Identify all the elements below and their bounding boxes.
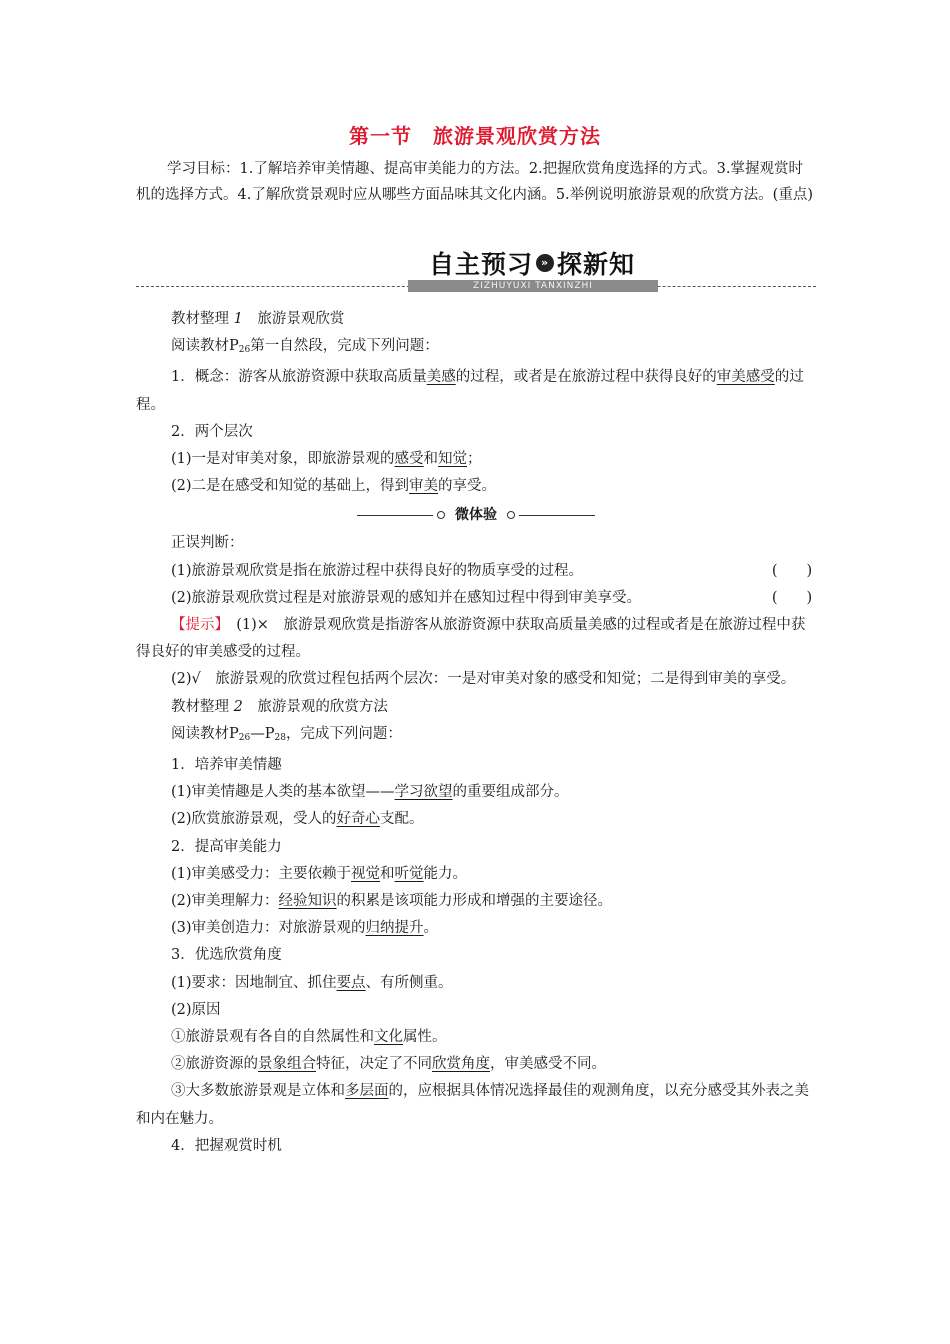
method-3-item-2: (2)原因 xyxy=(171,1001,221,1018)
hint-label: 【提示】 xyxy=(171,617,222,634)
main-content xyxy=(136,306,816,1160)
learning-goals: 学习目标：1.了解培养审美情趣、提高审美能力的方法。2.把握欣赏角度选择的方式。3.掌握观赏时机的选择方式。4.了解欣赏景观时应从哪些方面品味其文化内涵。5.举例说明旅游景观的欣赏方法。(重点) xyxy=(136,161,813,203)
method-2-item-3: (3)审美创造力：对旅游景观的归纳提升。 xyxy=(171,920,439,937)
banner-heading xyxy=(418,248,646,278)
method-2-item-1: (1)审美感受力：主要依赖于视觉和听觉能力。 xyxy=(171,865,468,882)
method-1-item-2: (2)欣赏旅游景观，受人的好奇心支配。 xyxy=(171,811,424,828)
hint-answer-1: 【提示】 (1)× 旅游景观欣赏是指游客从旅游资源中获取高质量美感的过程或者是在旅游过程中获得良好的审美感受的过程。 xyxy=(136,617,806,661)
banner-box xyxy=(408,246,658,294)
material-heading-2: 教材整理 2 旅游景观的欣赏方法 xyxy=(171,698,388,715)
banner-arrow-icon: » xyxy=(536,254,554,272)
hint-answer-2: (2)√ 旅游景观的欣赏过程包括两个层次：一是对审美对象的感受和知觉；二是得到审美的享受。 xyxy=(171,671,796,688)
banner-right-text: 探新知 xyxy=(557,250,636,279)
question-2: (2)旅游景观欣赏过程是对旅游景观的感知并在感知过程中得到审美享受。 ( ) xyxy=(136,585,816,612)
method-heading-3: 3．优选欣赏角度 xyxy=(171,947,282,964)
preview-banner xyxy=(0,246,950,296)
micro-experience-label: 微体验 xyxy=(455,506,497,523)
method-1-item-1: (1)审美情趣是人类的基本欲望——学习欲望的重要组成部分。 xyxy=(171,784,569,801)
reason-3: ③大多数旅游景观是立体和多层面的，应根据具体情况选择最佳的观测角度，以充分感受其外表之美和内在魅力。 xyxy=(136,1083,809,1127)
concept-paragraph: 1．概念：游客从旅游资源中获取高质量美感的过程，或者是在旅游过程中获得良好的审美感受的过程。 xyxy=(136,369,804,413)
method-heading-2: 2．提高审美能力 xyxy=(171,838,282,855)
section-title: 第一节 旅游景观欣赏方法 xyxy=(349,124,601,148)
banner-pinyin: ZIZHUYUXI TANXINZHI xyxy=(408,280,658,292)
reason-2: ②旅游资源的景象组合特征，决定了不同欣赏角度，审美感受不同。 xyxy=(171,1056,606,1073)
level-item-2: (2)二是在感受和知觉的基础上，得到审美的享受。 xyxy=(171,478,497,495)
method-2-item-2: (2)审美理解力：经验知识的积累是该项能力形成和增强的主要途径。 xyxy=(171,893,613,910)
circle-icon xyxy=(507,511,515,519)
levels-heading: 2．两个层次 xyxy=(171,423,253,440)
method-3-item-1: (1)要求：因地制宜、抓住要点、有所侧重。 xyxy=(171,974,453,991)
material-heading-1: 教材整理 1 旅游景观欣赏 xyxy=(171,311,345,327)
judge-heading: 正误判断： xyxy=(171,535,244,552)
reading-instruction-1: 阅读教材P26第一自然段，完成下列问题： xyxy=(171,338,439,356)
reading-instruction-2: 阅读教材P26—P28，完成下列问题： xyxy=(171,725,402,743)
circle-icon xyxy=(437,511,445,519)
method-heading-4: 4．把握观赏时机 xyxy=(171,1137,282,1154)
answer-blank: ( ) xyxy=(771,589,813,606)
answer-blank: ( ) xyxy=(771,562,813,579)
reason-1: ①旅游景观有各自的自然属性和文化属性。 xyxy=(171,1029,447,1046)
method-heading-1: 1．培养审美情趣 xyxy=(171,757,282,774)
banner-left-text: 自主预习 xyxy=(428,250,533,279)
question-1: (1)旅游景观欣赏是指在旅游过程中获得良好的物质享受的过程。 ( ) xyxy=(136,558,816,585)
level-item-1: (1)一是对审美对象，即旅游景观的感受和知觉； xyxy=(171,451,482,468)
micro-experience-divider xyxy=(136,500,816,530)
